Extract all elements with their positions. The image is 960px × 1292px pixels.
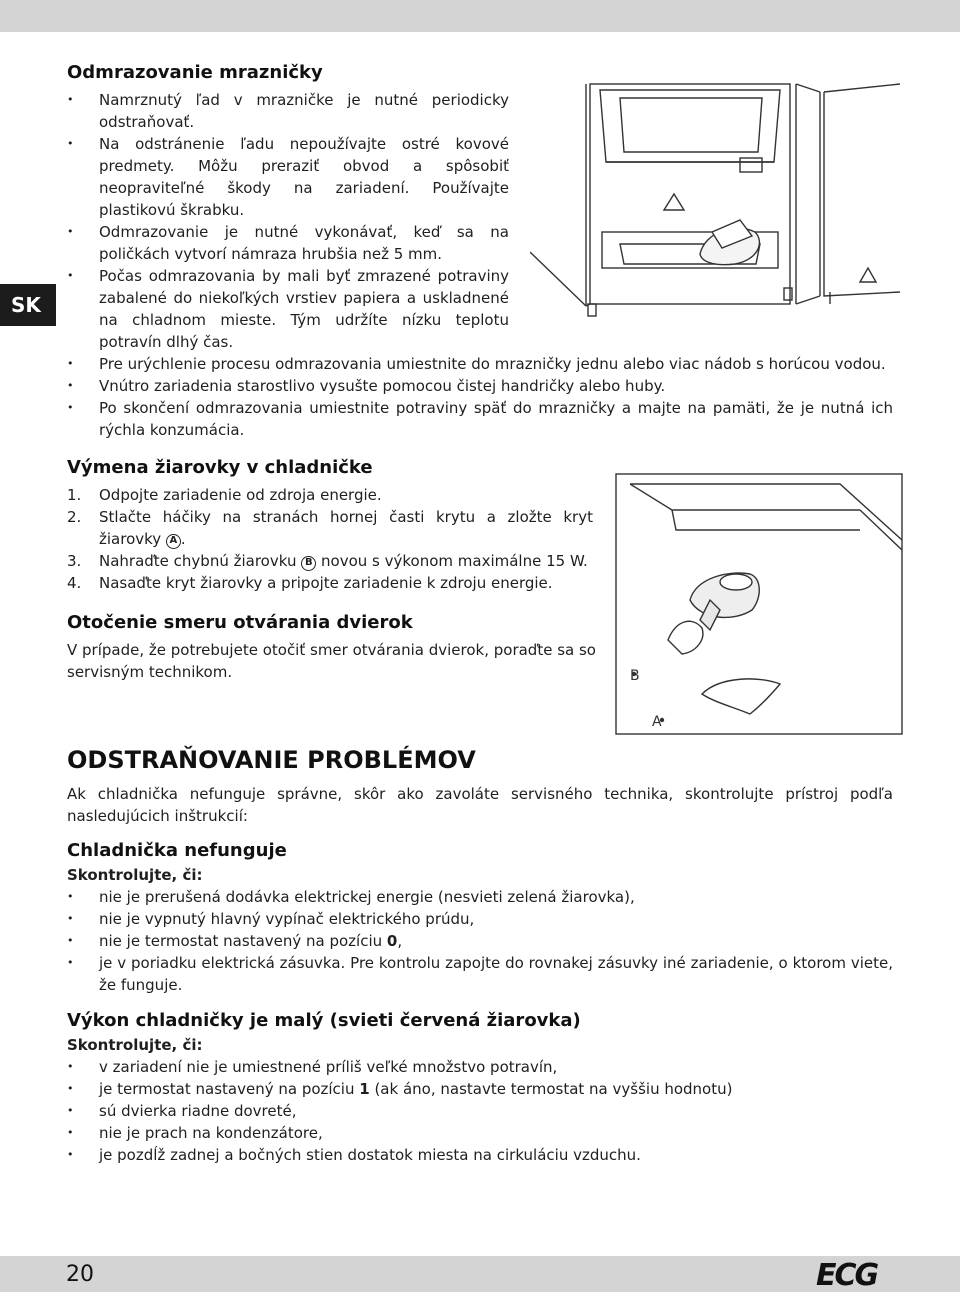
step-number: 4. xyxy=(67,574,82,592)
list-item: • Vnútro zariadenia starostlivo vysušte pomocou čistej handričky alebo huby. xyxy=(67,375,893,397)
list-item: • je v poriadku elektrická zásuvka. Pre kontrolu zapojte do rovnakej zásuvky iné zariadenie, o ktorom viete, že funguje. xyxy=(67,952,893,996)
step-text: Stlačte háčiky na stranách hornej časti krytu a zložte kryt žiarovky xyxy=(99,508,593,548)
list-item: • Počas odmrazovania by mali byť zmrazené potraviny zabalené do niekoľkých vrstiev papiera a uskladnené na chladnom mieste. Tým udržíte nízku teplotu potravín dlhý čas. xyxy=(67,265,509,353)
badge-b: B xyxy=(301,556,316,571)
list-item: • Odmrazovanie je nutné vykonávať, keď sa na poličkách vytvorí námraza hrubšia než 5 mm. xyxy=(67,221,509,265)
step-text-end: novou s výkonom maximálne 15 W. xyxy=(316,552,588,570)
list-item: • nie je prach na kondenzátore, xyxy=(67,1122,893,1144)
item-value: 0 xyxy=(386,932,398,950)
badge-a: A xyxy=(166,534,181,549)
not-working-heading: Chladnička nefunguje xyxy=(67,840,287,861)
defrost-heading: Odmrazovanie mrazničky xyxy=(67,62,323,83)
list-item: • Namrznutý ľad v mrazničke je nutné periodicky odstraňovať. xyxy=(67,89,509,133)
list-item xyxy=(67,550,593,572)
list-item: • je pozdĺž zadnej a bočných stien dostatok miesta na cirkuláciu vzduchu. xyxy=(67,1144,893,1166)
label-a: A xyxy=(652,714,662,730)
label-b: B xyxy=(630,668,640,684)
low-performance-check: Skontrolujte, či: xyxy=(67,1036,203,1054)
item-text: je termostat nastavený na pozíciu xyxy=(99,1080,360,1098)
page-number: 20 xyxy=(66,1262,94,1287)
step-text: Nasaďte kryt žiarovky a pripojte zariadenie k zdroju energie. xyxy=(99,574,553,592)
not-working-list xyxy=(67,886,893,996)
list-item: • sú dvierka riadne dovreté, xyxy=(67,1100,893,1122)
defrost-list-narrow xyxy=(67,89,509,353)
list-item xyxy=(67,484,593,506)
language-tab: SK xyxy=(0,284,56,326)
item-text-end: , xyxy=(397,932,403,950)
bulb-heading: Výmena žiarovky v chladničke xyxy=(67,457,373,478)
low-performance-heading: Výkon chladničky je malý (svieti červená žiarovka) xyxy=(67,1010,581,1031)
bulb-steps xyxy=(67,484,593,594)
bulb-replacement-illustration xyxy=(610,470,910,740)
step-text: Odpojte zariadenie od zdroja energie. xyxy=(99,486,382,504)
item-text: nie je termostat nastavený na pozíciu xyxy=(99,932,387,950)
troubleshooting-heading: ODSTRAŇOVANIE PROBLÉMOV xyxy=(67,746,476,774)
low-performance-list xyxy=(67,1056,893,1166)
step-text-end: . xyxy=(180,530,186,548)
step-number: 3. xyxy=(67,552,82,570)
list-item: • nie je vypnutý hlavný vypínač elektrického prúdu, xyxy=(67,908,893,930)
brand-logo: ECG xyxy=(816,1258,878,1292)
list-item: • Po skončení odmrazovania umiestnite potraviny späť do mrazničky a majte na pamäti, že je nutná ich rýchla konzumácia. xyxy=(67,397,893,441)
list-item xyxy=(67,930,893,952)
step-number: 1. xyxy=(67,486,82,504)
list-item: • Na odstránenie ľadu nepoužívajte ostré kovové predmety. Môžu preraziť obvod a spôsobiť neopraviteľné škody na zariadení. Používajte plastikovú škrabku. xyxy=(67,133,509,221)
top-bar xyxy=(0,0,960,32)
item-value: 1 xyxy=(359,1080,370,1098)
item-text-end: (ak áno, nastavte termostat na vyššiu hodnotu) xyxy=(369,1080,733,1098)
list-item: • nie je prerušená dodávka elektrickej energie (nesvieti zelená žiarovka), xyxy=(67,886,893,908)
step-text: Nahraďte chybnú žiarovku xyxy=(99,552,302,570)
list-item xyxy=(67,1078,893,1100)
door-heading: Otočenie smeru otvárania dvierok xyxy=(67,612,413,633)
list-item xyxy=(67,572,593,594)
list-item: • v zariadení nie je umiestnené príliš veľké množstvo potravín, xyxy=(67,1056,893,1078)
list-item: • Pre urýchlenie procesu odmrazovania umiestnite do mrazničky jednu alebo viac nádob s horúcou vodou. xyxy=(67,353,893,375)
defrost-list-wide xyxy=(67,353,893,441)
freezer-defrost-illustration xyxy=(530,82,908,338)
not-working-check: Skontrolujte, či: xyxy=(67,866,203,884)
troubleshooting-intro: Ak chladnička nefunguje správne, skôr ako zavoláte servisného technika, skontrolujte prístroj podľa nasledujúcich inštrukcií: xyxy=(67,785,893,825)
step-number: 2. xyxy=(67,508,82,526)
list-item xyxy=(67,506,593,550)
door-text: V prípade, že potrebujete otočiť smer otvárania dvierok, poraďte sa so servisným technikom. xyxy=(67,641,596,681)
